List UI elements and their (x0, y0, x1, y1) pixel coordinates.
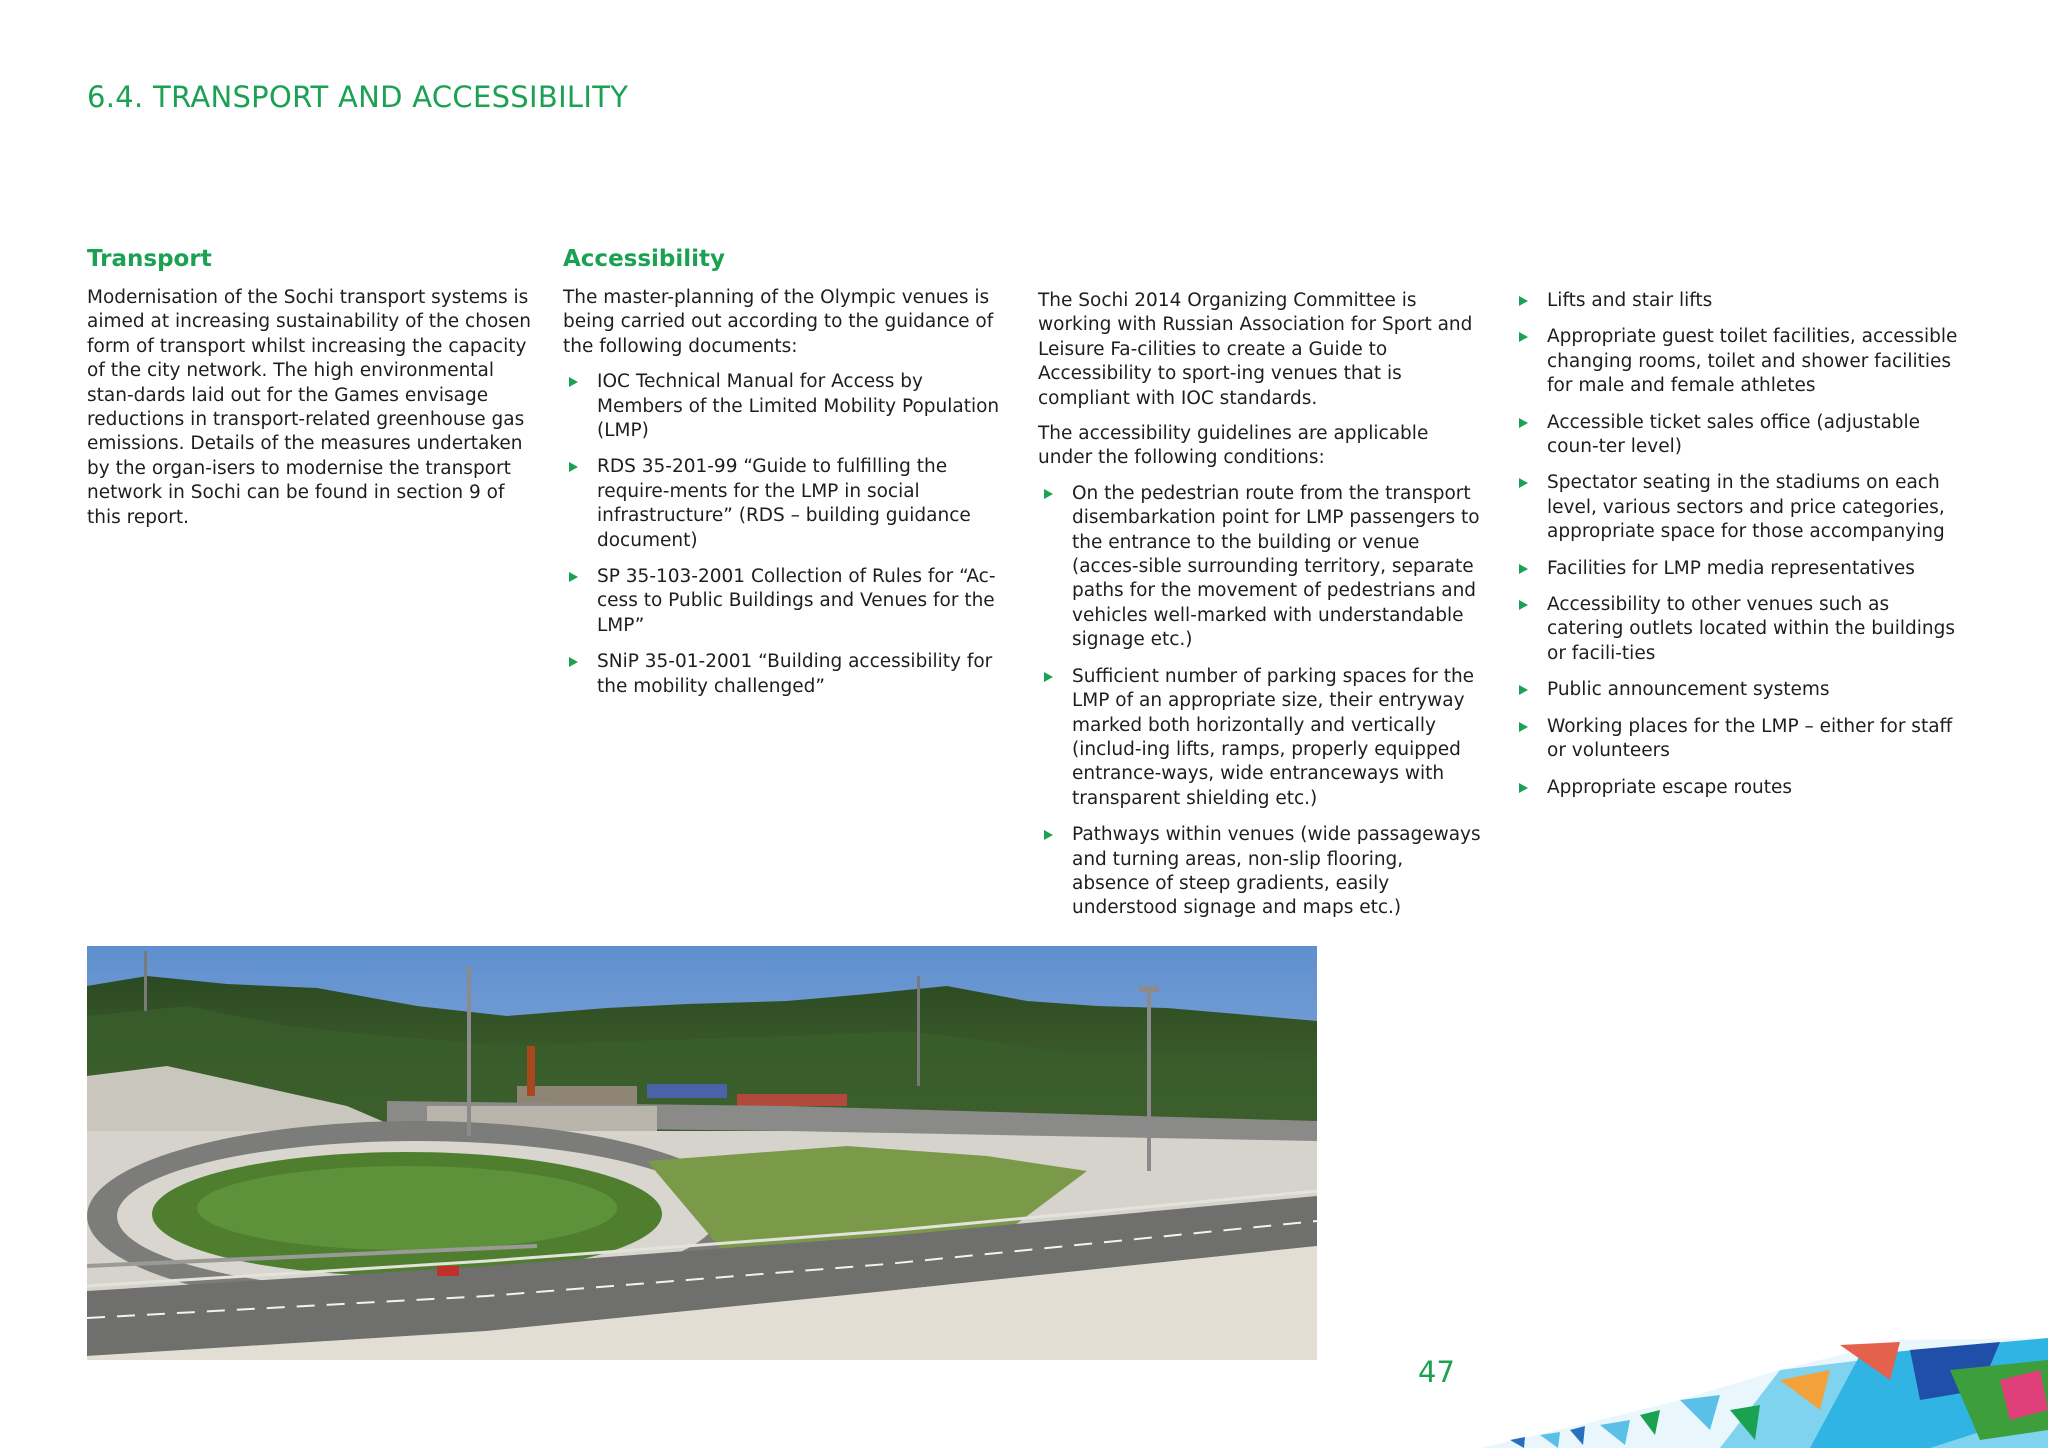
bullet-arrow-icon (569, 377, 578, 387)
documents-list (563, 370, 1008, 699)
list-item: Working places for the LMP – either for staff or volunteers (1513, 715, 1963, 764)
bullet-arrow-icon (1519, 783, 1528, 793)
decorative-pattern (1480, 1330, 2048, 1448)
section-title: 6.4. TRANSPORT AND ACCESSIBILITY (87, 80, 629, 114)
list-item: Accessible ticket sales office (adjustable coun-ter level) (1513, 411, 1963, 460)
bullet-arrow-icon (1044, 672, 1053, 682)
accessibility-heading: Accessibility (563, 246, 726, 272)
bullet-arrow-icon (569, 572, 578, 582)
bullet-arrow-icon (1519, 332, 1528, 342)
list-item: Appropriate escape routes (1513, 776, 1963, 800)
list-item: SP 35-103-2001 Collection of Rules for “Ac-cess to Public Buildings and Venues for the LMP” (563, 565, 1008, 638)
bullet-arrow-icon (1044, 489, 1053, 499)
transport-column (87, 244, 532, 541)
committee-column (1038, 289, 1483, 933)
bullet-arrow-icon (1519, 685, 1528, 695)
bullet-arrow-icon (1519, 296, 1528, 306)
list-item: Public announcement systems (1513, 678, 1963, 702)
page-number: 47 (1418, 1355, 1455, 1389)
committee-paragraph: The Sochi 2014 Organizing Committee is working with Russian Association for Sport and Leisure Fa-cilities to create a Guide to Accessibility to sport-ing venues that is compliant with IOC standards. (1038, 290, 1473, 409)
road-interchange-photo (87, 946, 1317, 1360)
list-item: Facilities for LMP media representatives (1513, 557, 1963, 581)
transport-paragraph: Modernisation of the Sochi transport systems is aimed at increasing sustainability of the chosen form of transport whilst increasing the capacity of the city network. The high environmental stan-dards laid out for the Games envisage reductions in transport-related greenhouse gas emissions. Details of the measures undertaken by the organ-isers to modernise the transport network in Sochi can be found in section 9 of this report. (87, 287, 532, 528)
list-item: Accessibility to other venues such as catering outlets located within the buildings or facili-ties (1513, 593, 1963, 666)
list-item: On the pedestrian route from the transport disembarkation point for LMP passengers to the entrance to the building or venue (acces-sible surrounding territory, separate paths for the movement of pedestrians and vehicles well-marked with understandable signage etc.) (1038, 482, 1483, 653)
list-item: Spectator seating in the stadiums on each level, various sectors and price categories, appropriate space for those accompanying (1513, 471, 1963, 544)
list-item: IOC Technical Manual for Access by Members of the Limited Mobility Population (LMP) (563, 370, 1008, 443)
list-item: Appropriate guest toilet facilities, accessible changing rooms, toilet and shower facilities for male and female athletes (1513, 325, 1963, 398)
transport-heading: Transport (87, 246, 212, 272)
bullet-arrow-icon (1519, 600, 1528, 610)
bullet-arrow-icon (1519, 564, 1528, 574)
list-item: Pathways within venues (wide passageways and turning areas, non-slip flooring, absence of steep gradients, easily understood signage and maps etc.) (1038, 823, 1483, 921)
bullet-arrow-icon (569, 657, 578, 667)
conditions-list (1038, 482, 1483, 921)
facilities-list (1513, 289, 1963, 800)
facilities-column (1513, 289, 1963, 812)
list-item: RDS 35-201-99 “Guide to fulfilling the require-ments for the LMP in social infrastructure” (RDS – building guidance document) (563, 455, 1008, 553)
list-item: Sufficient number of parking spaces for the LMP of an appropriate size, their entryway marked both horizontally and vertically (includ-ing lifts, ramps, properly equipped entrance-ways, wide entranceways with transparent shielding etc.) (1038, 665, 1483, 811)
bullet-arrow-icon (1044, 830, 1053, 840)
accessibility-intro: The master-planning of the Olympic venues is being carried out according to the guidance of the following documents: (563, 287, 994, 357)
list-item: Lifts and stair lifts (1513, 289, 1963, 313)
bullet-arrow-icon (569, 462, 578, 472)
bullet-arrow-icon (1519, 722, 1528, 732)
bullet-arrow-icon (1519, 478, 1528, 488)
accessibility-column (563, 244, 1008, 711)
list-item: SNiP 35-01-2001 “Building accessibility for the mobility challenged” (563, 650, 1008, 699)
conditions-intro: The accessibility guidelines are applicable under the following conditions: (1038, 423, 1429, 469)
bullet-arrow-icon (1519, 418, 1528, 428)
